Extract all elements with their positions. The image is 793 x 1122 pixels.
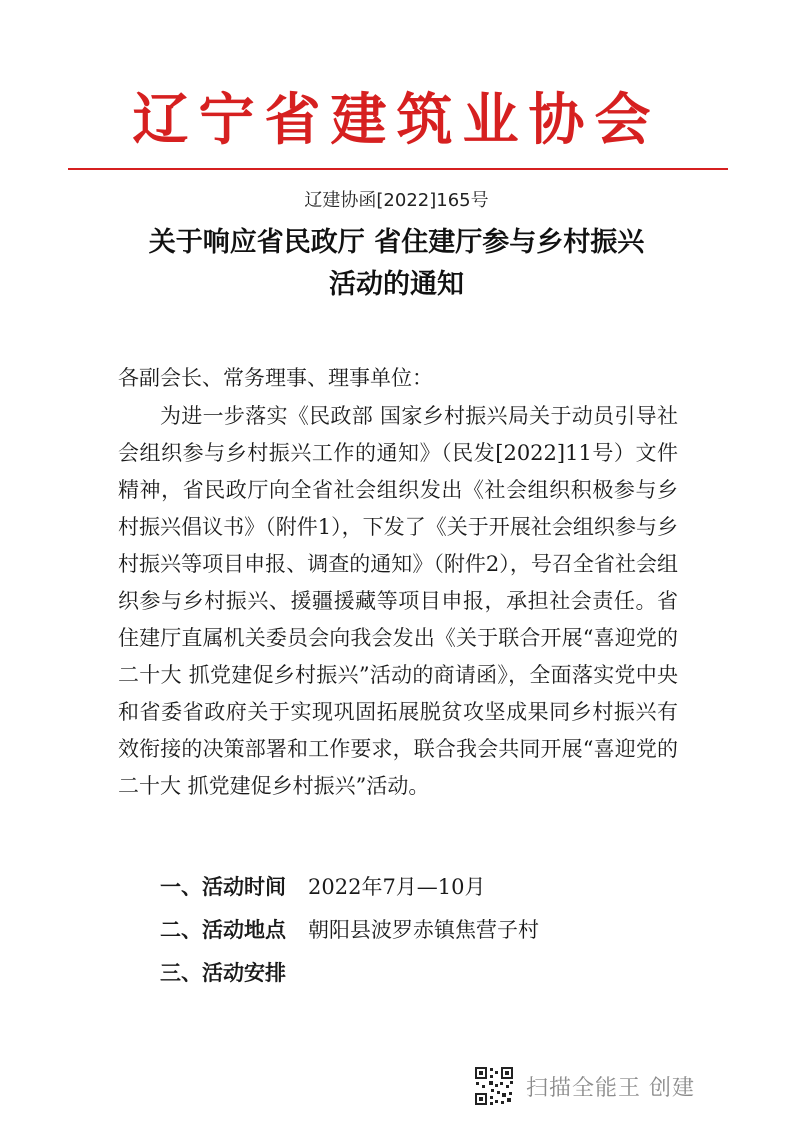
- section-3-label: 三、活动安排: [160, 961, 286, 985]
- section-activity-arrangement: [160, 959, 286, 987]
- document-number: 辽建协函[2022]165号: [304, 190, 489, 211]
- document-title: [60, 222, 733, 306]
- scanner-label: 扫描全能王 创建: [526, 1075, 695, 1101]
- qr-code-icon: [474, 1066, 514, 1106]
- section-1-value: 2022年7月—10月: [308, 875, 486, 899]
- document-title-line-2: 活动的通知: [329, 269, 464, 300]
- section-2-label: 二、活动地点: [160, 918, 286, 942]
- paragraph-1: 为进一步落实《民政部 国家乡村振兴局关于动员引导社会组织参与乡村振兴工作的通知》（民发[2022]11号）文件精神，省民政厅向全省社会组织发出《社会组织积极参与乡村振兴倡议书》（附件1），下发了《关于开展社会组织参与乡村振兴等项目申报、调查的通知》（附件2），号召全省社会组织参与乡村振兴、援疆援藏等项目申报，承担社会责任。省住建厅直属机关委员会向我会发出《关于联合开展“喜迎党的二十大 抓党建促乡村振兴”活动的商请函》，全面落实党中央和省委省政府关于实现巩固拓展脱贫攻坚成果同乡村振兴有效衔接的决策部署和工作要求，联合我会共同开展“喜迎党的二十大 抓党建促乡村振兴”活动。: [118, 404, 678, 798]
- letterhead-divider: [68, 168, 728, 170]
- section-1-label: 一、活动时间: [160, 875, 286, 899]
- document-title-line-1: 关于响应省民政厅 省住建厅参与乡村振兴: [148, 227, 645, 258]
- section-2-value: 朝阳县波罗赤镇焦营子村: [308, 918, 539, 942]
- scanner-watermark: [474, 1064, 695, 1108]
- section-activity-location: [160, 916, 539, 944]
- salutation: 各副会长、常务理事、理事单位：: [118, 366, 433, 390]
- body-text: [118, 398, 678, 805]
- section-activity-time: [160, 873, 486, 901]
- organization-letterhead: 辽宁省建筑业协会: [132, 87, 661, 153]
